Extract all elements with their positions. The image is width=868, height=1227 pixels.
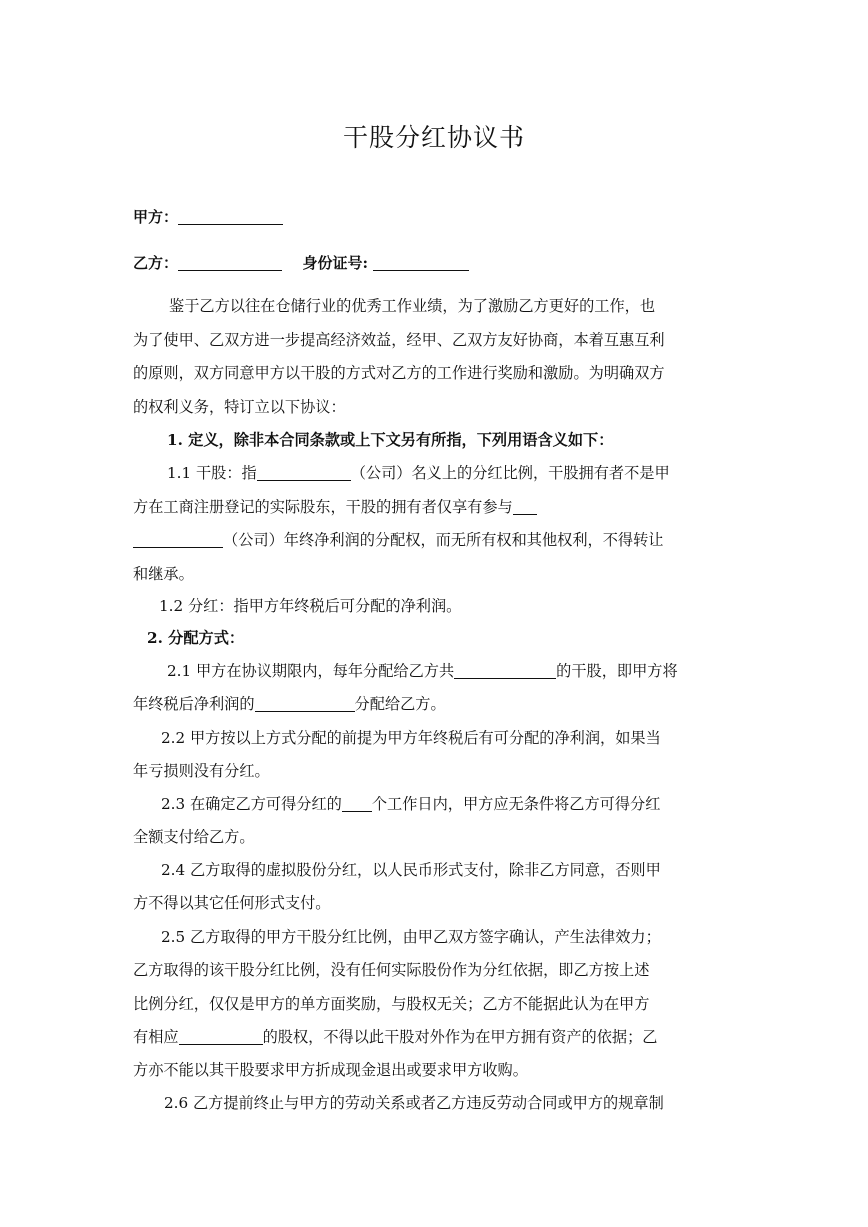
- party-b-label: 乙方：: [133, 254, 179, 272]
- clause-1-1-line-3: （公司）年终净利润的分配权，而无所有权和其他权利，不得转让: [133, 530, 663, 550]
- profit-percent-blank: [255, 696, 355, 712]
- clause-2-5-line-2: 乙方取得的该干股分红比例，没有任何实际股份作为分红依据，即乙方按上述: [133, 961, 650, 979]
- intro-line-3: 的原则，双方同意甲方以干股的方式对乙方的工作进行奖励和激励。为明确双方: [133, 364, 665, 382]
- clause-2-6-line-1: 2.6 乙方提前终止与甲方的劳动关系或者乙方违反劳动合同或甲方的规章制: [164, 1094, 664, 1112]
- party-a-label: 甲方：: [133, 208, 179, 226]
- clause-2-5-line-3: 比例分红，仅仅是甲方的单方面奖励，与股权无关；乙方不能据此认为在甲方: [133, 995, 650, 1013]
- share-blank: [454, 663, 556, 679]
- id-number-label: 身份证号:: [302, 254, 369, 272]
- clause-2-5-line-5: 方亦不能以其干股要求甲方折成现金退出或要求甲方收购。: [133, 1061, 528, 1079]
- company-blank-b: [133, 532, 223, 548]
- id-number-blank: [373, 254, 469, 271]
- clause-2-1-line-1: 2.1 甲方在协议期限内，每年分配给乙方共 的干股，即甲方将: [167, 662, 678, 680]
- clause-2-5-line-4: 有相应 的股权，不得以此干股对外作为在甲方拥有资产的依据；乙: [133, 1028, 658, 1046]
- clause-1-2: 1.2 分红：指甲方年终税后可分配的净利润。: [159, 597, 462, 615]
- party-b-blank: [178, 254, 282, 271]
- intro-line-2: 为了使甲、乙双方进一步提高经济效益，经甲、乙双方友好协商，本着互惠互利: [133, 331, 665, 349]
- company-name-blank: [257, 465, 351, 481]
- party-a-blank: [178, 208, 283, 225]
- clause-2-4-line-1: 2.4 乙方取得的虚拟股份分红，以人民币形式支付，除非乙方同意，否则甲: [161, 861, 661, 879]
- intro-line-4: 的权利义务，特订立以下协议：: [133, 398, 346, 416]
- document-title: 干股分红协议书: [342, 123, 525, 152]
- clause-1-1-line-1: 1.1 干股：指 （公司）名义上的分红比例，干股拥有者不是甲: [167, 464, 670, 482]
- section-1-heading: 1. 定义，除非本合同条款或上下文另有所指，下列用语含义如下：: [167, 431, 614, 449]
- party-a-row: [133, 206, 283, 227]
- clause-2-3-line-2: 全额支付给乙方。: [133, 828, 255, 846]
- clause-1-1-line-4: 和继承。: [133, 565, 194, 583]
- party-b-row: [133, 252, 469, 273]
- clause-2-1-line-2: 年终税后净利润的 分配给乙方。: [133, 695, 446, 713]
- workdays-blank: [342, 796, 372, 812]
- clause-2-2-line-1: 2.2 甲方按以上方式分配的前提为甲方年终税后有可分配的净利润，如果当: [161, 729, 661, 747]
- clause-1-1-line-2: 方在工商注册登记的实际股东，干股的拥有者仅享有参与: [133, 497, 537, 517]
- clause-2-2-line-2: 年亏损则没有分红。: [133, 762, 270, 780]
- clause-2-3-line-1: 2.3 在确定乙方可得分红的 个工作日内，甲方应无条件将乙方可得分红: [161, 795, 661, 813]
- intro-line-1: 鉴于乙方以往在仓储行业的优秀工作业绩，为了激励乙方更好的工作，也: [169, 297, 655, 315]
- company-blank-a: [513, 499, 537, 515]
- equity-blank: [179, 1029, 263, 1045]
- clause-2-4-line-2: 方不得以其它任何形式支付。: [133, 894, 331, 912]
- clause-2-5-line-1: 2.5 乙方取得的甲方干股分红比例，由甲乙双方签字确认，产生法律效力；: [161, 928, 661, 946]
- section-2-heading: 2. 分配方式：: [147, 629, 245, 647]
